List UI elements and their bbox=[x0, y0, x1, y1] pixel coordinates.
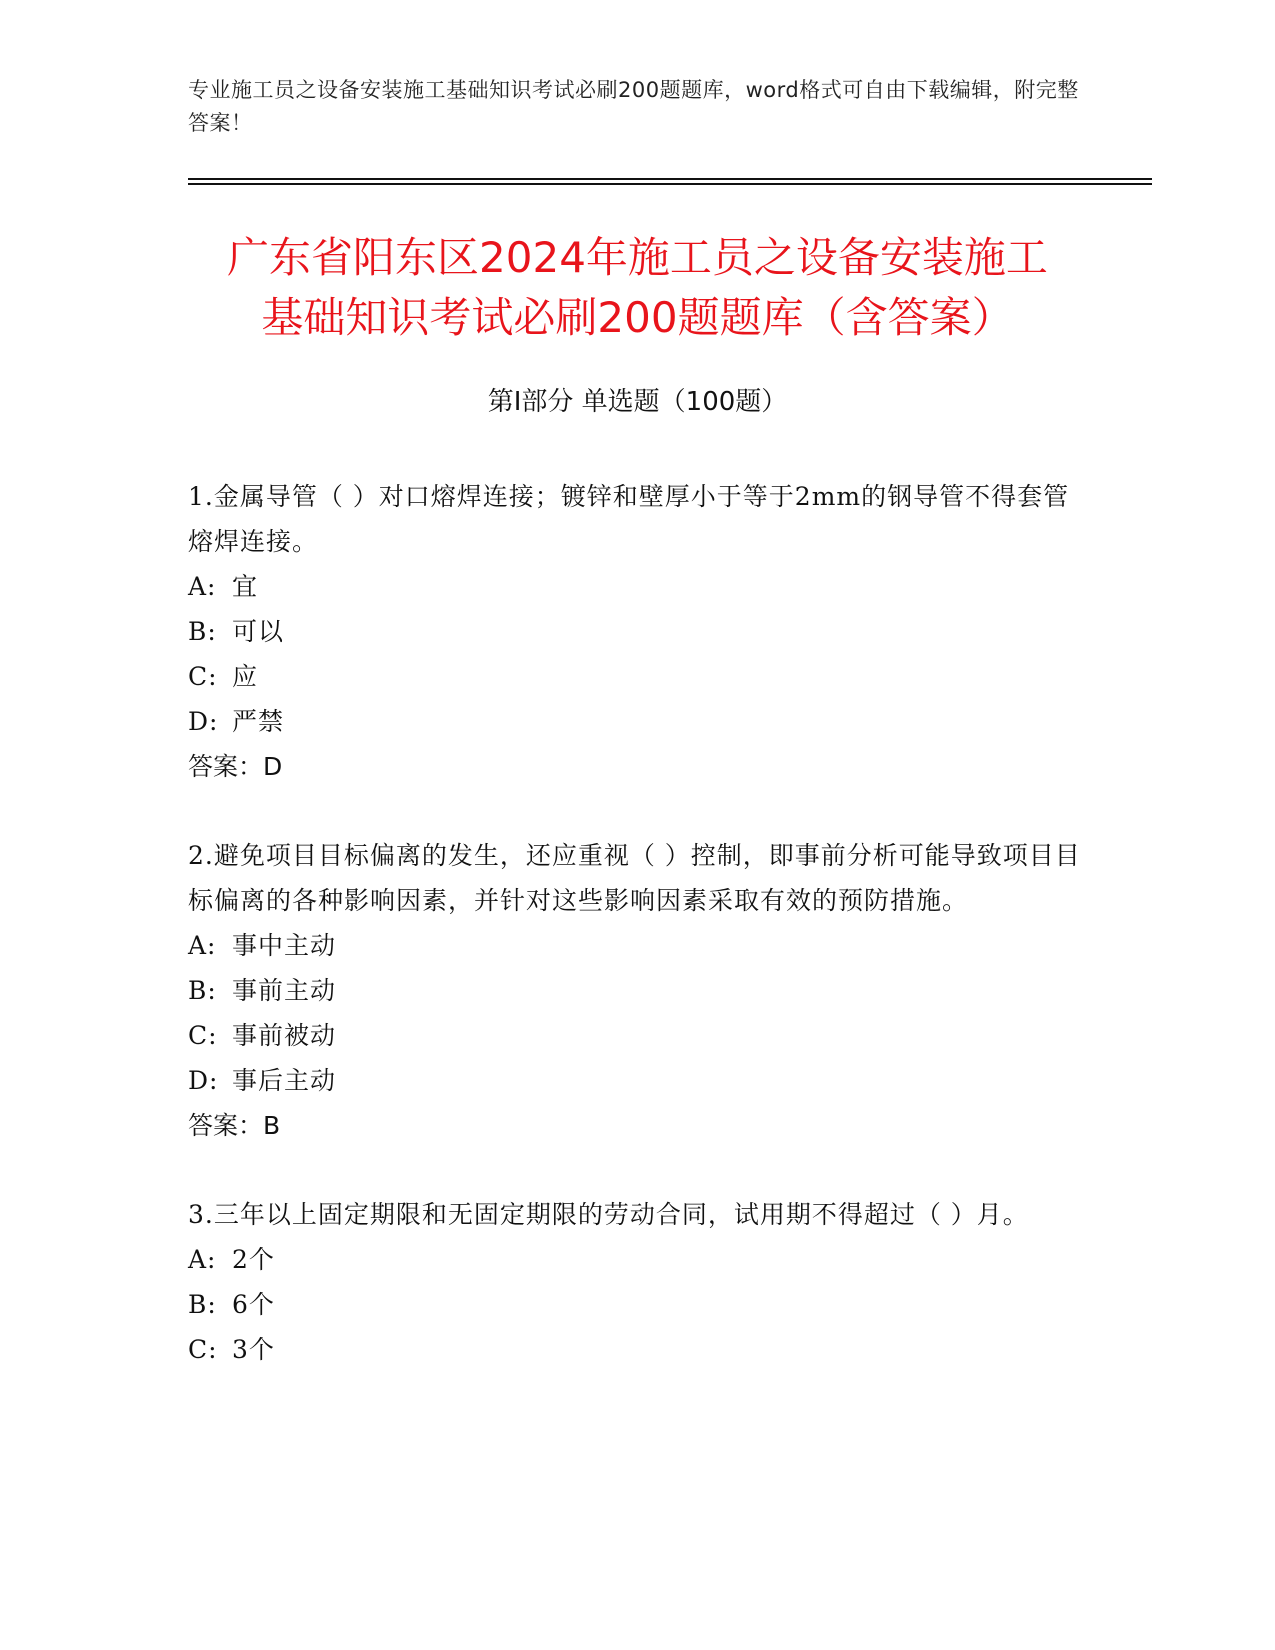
option-c bbox=[188, 1327, 1088, 1372]
option-text: 事前主动 bbox=[232, 976, 337, 1005]
header-divider-bottom bbox=[188, 183, 1152, 185]
question-stem: 1.金属导管（ ）对口熔焊连接；镀锌和壁厚小于等于2mm的钢导管不得套管熔焊连接。 bbox=[188, 482, 1070, 556]
option-text: 宜 bbox=[232, 572, 259, 601]
option-b bbox=[188, 1282, 1088, 1327]
answer-line: 答案：B bbox=[188, 1111, 281, 1140]
question-3 bbox=[188, 1192, 1088, 1372]
title-line-1: 广东省阳东区2024年施工员之设备安装施工 bbox=[227, 233, 1048, 282]
option-letter: B: bbox=[188, 617, 217, 646]
question-list bbox=[188, 474, 1088, 1416]
option-text: 2个 bbox=[232, 1245, 275, 1274]
option-text: 3个 bbox=[232, 1335, 275, 1364]
answer-line: 答案：D bbox=[188, 752, 283, 781]
header-divider-top bbox=[188, 178, 1152, 180]
question-stem: 3.三年以上固定期限和无固定期限的劳动合同，试用期不得超过（ ）月。 bbox=[188, 1200, 1029, 1229]
document-title bbox=[150, 228, 1125, 348]
option-d bbox=[188, 1058, 1088, 1103]
question-2 bbox=[188, 833, 1088, 1148]
option-text: 事后主动 bbox=[232, 1066, 337, 1095]
option-letter: A: bbox=[188, 1245, 217, 1274]
option-text: 严禁 bbox=[232, 707, 285, 736]
option-b bbox=[188, 609, 1088, 654]
option-letter: C: bbox=[188, 1021, 218, 1050]
title-line-2: 基础知识考试必刷200题题库（含答案） bbox=[261, 293, 1014, 342]
option-c bbox=[188, 1013, 1088, 1058]
option-text: 可以 bbox=[232, 617, 285, 646]
option-a bbox=[188, 923, 1088, 968]
section-heading: 第Ⅰ部分 单选题（100题） bbox=[487, 387, 788, 417]
option-text: 事中主动 bbox=[232, 931, 337, 960]
option-letter: C: bbox=[188, 1335, 218, 1364]
option-b bbox=[188, 968, 1088, 1013]
question-1 bbox=[188, 474, 1088, 789]
option-letter: A: bbox=[188, 572, 217, 601]
option-letter: C: bbox=[188, 662, 218, 691]
option-letter: B: bbox=[188, 976, 217, 1005]
option-letter: D: bbox=[188, 1066, 219, 1095]
option-d bbox=[188, 699, 1088, 744]
option-letter: A: bbox=[188, 931, 217, 960]
option-c bbox=[188, 654, 1088, 699]
header-note: 专业施工员之设备安装施工基础知识考试必刷200题题库，word格式可自由下载编辑，附完整答案！ bbox=[188, 78, 1079, 135]
option-a bbox=[188, 564, 1088, 609]
option-text: 应 bbox=[232, 662, 259, 691]
option-a bbox=[188, 1237, 1088, 1282]
option-text: 6个 bbox=[232, 1290, 275, 1319]
question-stem: 2.避免项目目标偏离的发生，还应重视（ ）控制，即事前分析可能导致项目目标偏离的各种影响因素，并针对这些影响因素采取有效的预防措施。 bbox=[188, 841, 1081, 915]
option-text: 事前被动 bbox=[232, 1021, 337, 1050]
option-letter: B: bbox=[188, 1290, 217, 1319]
option-letter: D: bbox=[188, 707, 219, 736]
